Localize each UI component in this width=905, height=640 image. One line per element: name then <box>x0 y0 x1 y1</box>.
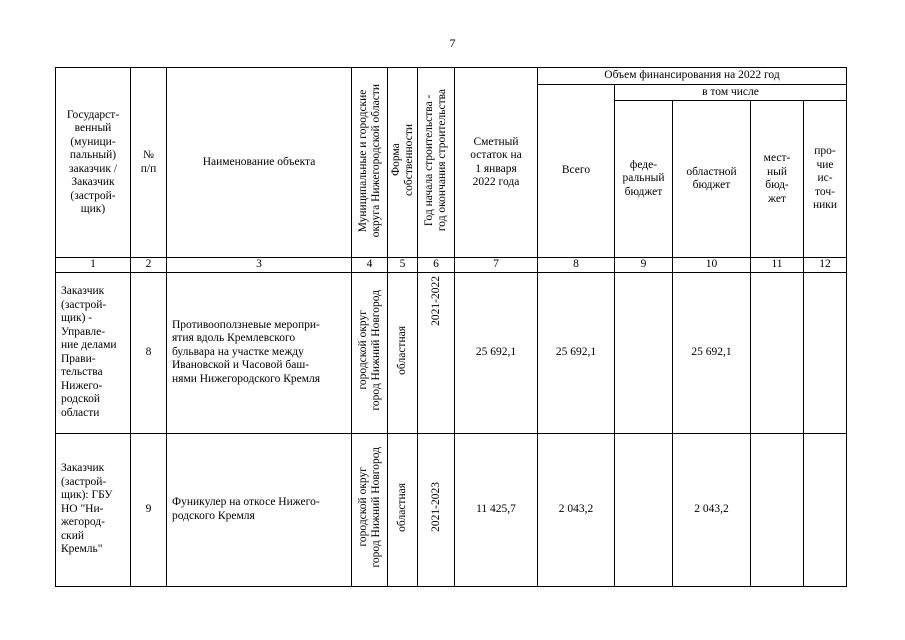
row-object-name: Фуникулер на откосе Нижего- родского Кремля <box>167 433 352 586</box>
header-years: Год начала строительства - год окончания строительства <box>423 89 448 232</box>
row-municipality: городской округ город Нижний Новгород <box>356 289 382 411</box>
column-number: 9 <box>615 258 673 273</box>
header-municipality: Муниципальные и городские округа Нижегородской области <box>356 83 382 237</box>
row-local <box>751 272 804 433</box>
row-estimated-balance: 11 425,7 <box>455 433 538 586</box>
row-ownership: областная <box>396 325 408 375</box>
column-number: 8 <box>538 258 615 273</box>
header-total: Всего <box>538 85 615 258</box>
header-object-name: Наименование объекта <box>167 68 352 258</box>
row-years-cell <box>418 272 455 433</box>
header-estimated-balance: Сметный остаток на 1 января 2022 года <box>455 68 538 258</box>
header-ownership: Форма собственности <box>389 124 415 197</box>
column-number: 3 <box>167 258 352 273</box>
row-object-name: Противооползневые меропри- ятия вдоль Кремлевского бульвара на участке между Ивановской и Часовой баш- нями Нижегородского Кремля <box>167 272 352 433</box>
column-number: 12 <box>804 258 847 273</box>
row-municipality-cell <box>352 272 388 433</box>
header-local: мест- ный бюд- жет <box>751 101 804 258</box>
header-funding-group: Объем финансирования на 2022 год <box>538 68 847 85</box>
column-number: 7 <box>455 258 538 273</box>
row-ownership-cell <box>388 272 418 433</box>
header-including: в том числе <box>615 85 847 101</box>
header-ownership-cell <box>388 68 418 258</box>
row-municipality: городской округ город Нижний Новгород <box>356 446 382 568</box>
column-number: 2 <box>131 258 167 273</box>
header-years-cell <box>418 68 455 258</box>
column-numbers-row <box>56 258 847 273</box>
row-federal <box>615 272 673 433</box>
row-other <box>804 272 847 433</box>
header-other: про- чие ис- точ- ники <box>804 101 847 258</box>
column-number: 11 <box>751 258 804 273</box>
row-local <box>751 433 804 586</box>
row-years-cell <box>418 433 455 586</box>
column-number: 5 <box>388 258 418 273</box>
row-regional: 25 692,1 <box>673 272 751 433</box>
row-total: 2 043,2 <box>538 433 615 586</box>
table-row <box>56 433 847 586</box>
row-customer: Заказчик (застрой- щик): ГБУ НО "Ни- жегород- ский Кремль" <box>56 433 131 586</box>
row-num: 9 <box>131 433 167 586</box>
column-number: 1 <box>56 258 131 273</box>
row-total: 25 692,1 <box>538 272 615 433</box>
header-federal: феде- ральный бюджет <box>615 101 673 258</box>
row-estimated-balance: 25 692,1 <box>455 272 538 433</box>
row-ownership: областная <box>396 482 408 532</box>
header-regional: областной бюджет <box>673 101 751 258</box>
header-customer: Государст- венный (муници- пальный) заказчик / Заказчик (застрой- щик) <box>56 68 131 258</box>
table-row <box>56 272 847 433</box>
header-num: № п/п <box>131 68 167 258</box>
row-years: 2021-2023 <box>429 482 442 533</box>
page-number: 7 <box>449 36 456 50</box>
row-regional: 2 043,2 <box>673 433 751 586</box>
header-municipality-cell <box>352 68 388 258</box>
row-years: 2021-2022 <box>429 275 442 326</box>
column-number: 6 <box>418 258 455 273</box>
row-municipality-cell <box>352 433 388 586</box>
row-other <box>804 433 847 586</box>
row-federal <box>615 433 673 586</box>
financing-table <box>55 67 847 587</box>
row-customer: Заказчик (застрой- щик) - Управле- ние делами Прави- тельства Нижего- родской области <box>56 272 131 433</box>
column-number: 10 <box>673 258 751 273</box>
row-num: 8 <box>131 272 167 433</box>
column-number: 4 <box>352 258 388 273</box>
row-ownership-cell <box>388 433 418 586</box>
